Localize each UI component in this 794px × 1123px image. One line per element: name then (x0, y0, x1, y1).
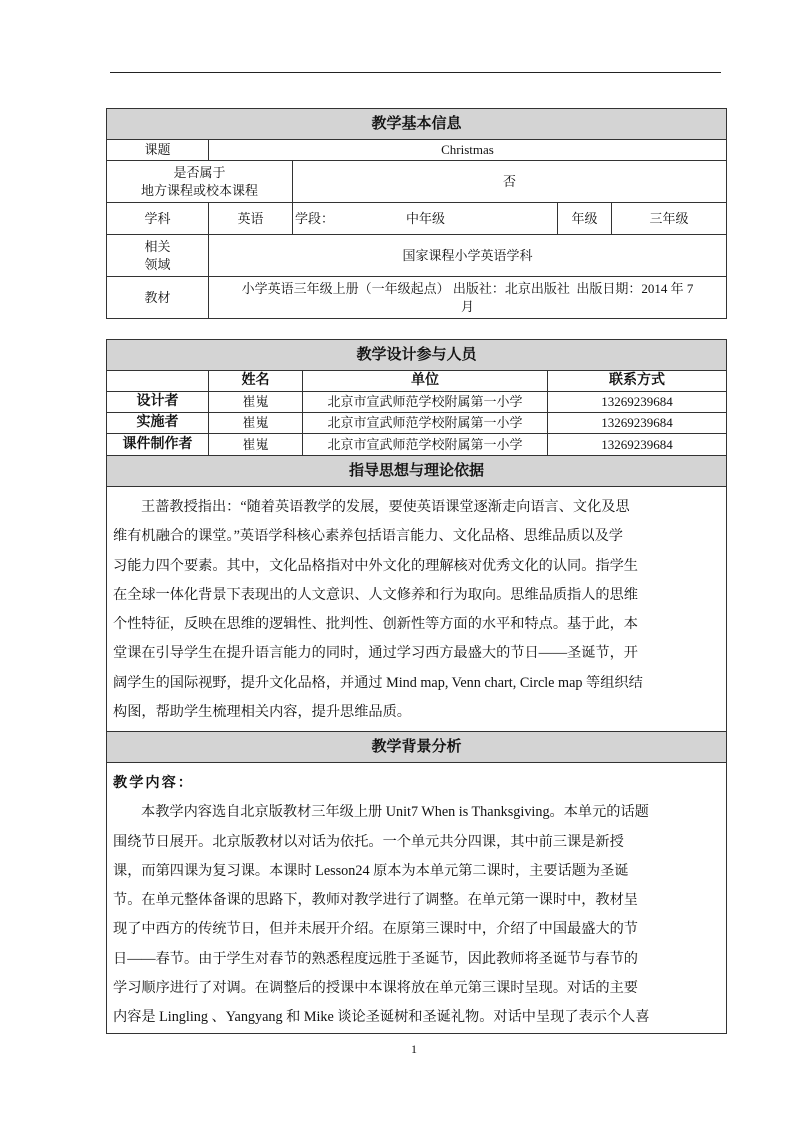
section-title: 指导思想与理论依据 (107, 456, 727, 487)
contact: 13269239684 (548, 413, 727, 434)
field-label (107, 235, 209, 277)
paragraph-line: 学习顺序进行了对调。在调整后的授课中本课将放在单元第三课时呈现。对话的主要 (113, 980, 638, 997)
textbook-label: 教材 (107, 277, 209, 319)
paragraph-line: 堂课在引导学生在提升语言能力的同时，通过学习西方最盛大的节日——圣诞节，开 (113, 645, 638, 662)
label-line: 是否属于 (173, 164, 226, 180)
column-header: 联系方式 (548, 371, 727, 392)
guidance-paragraph (107, 487, 727, 732)
page-number: 1 (411, 1042, 417, 1056)
table-row (107, 434, 727, 456)
paragraph-line: 阔学生的国际视野，提升文化品格，并通过 Mind map, Venn chart, Circle map 等组织结 (113, 674, 643, 691)
label-line: 地方课程或校本课程 (140, 182, 258, 198)
role: 实施者 (107, 413, 209, 434)
section-title: 教学设计参与人员 (107, 340, 727, 371)
stage-cell (293, 203, 558, 235)
paragraph-line: 个性特征，反映在思维的逻辑性、批判性、创新性等方面的水平和特点。基于此，本 (113, 616, 638, 633)
column-header (107, 371, 209, 392)
basic-info-table (106, 108, 727, 319)
paragraph-line: 王蔷教授指出：“随着英语教学的发展，要使英语课堂逐渐走向语言、文化及思 (141, 499, 630, 515)
local-course-label (107, 161, 293, 203)
paragraph-line: 习能力四个要素。其中，文化品格指对中外文化的理解核对优秀文化的认同。指学生 (113, 557, 638, 574)
column-header: 单位 (303, 371, 548, 392)
paragraph-line: 课，而第四课为复习课。本课时 Lesson24 原本为本单元第二课时，主要话题为圣诞 (113, 862, 629, 879)
grade-value: 三年级 (612, 203, 727, 235)
paragraph-line: 本教学内容选自北京版教材三年级上册 Unit7 When is Thanksgiving。本单元的话题 (141, 804, 649, 821)
paragraph-line: 现了中西方的传统节日，但并未展开介绍。在原第三课时中，介绍了中国最盛大的节 (113, 921, 638, 938)
subject-label: 学科 (107, 203, 209, 235)
stage-label: 学段： (295, 210, 335, 226)
label-line: 领域 (144, 256, 171, 272)
paragraph-line: 内容是 Lingling 、Yangyang 和 Mike 谈论圣诞树和圣诞礼物。对话中呈现了表示个人喜 (113, 1009, 650, 1026)
name: 崔嵬 (209, 434, 303, 456)
textbook-value (209, 277, 727, 319)
paragraph-line: 维有机融合的课堂。”英语学科核心素养包括语言能力、文化品格、思维品质以及学 (113, 528, 623, 545)
background-paragraph (107, 763, 727, 1034)
unit: 北京市宣武师范学校附属第一小学 (303, 392, 548, 413)
unit: 北京市宣武师范学校附属第一小学 (303, 413, 548, 434)
table-row (107, 413, 727, 434)
contact: 13269239684 (548, 434, 727, 456)
topic-label: 课题 (107, 140, 209, 161)
section-title: 教学基本信息 (107, 109, 727, 140)
content-subtitle: 教学内容： (113, 775, 194, 791)
role: 设计者 (107, 392, 209, 413)
paragraph-line: 围绕节日展开。北京版教材以对话为依托。一个单元共分四课，其中前三课是新授 (113, 833, 624, 850)
participants-table (106, 339, 727, 1034)
field-value: 国家课程小学英语学科 (209, 235, 727, 277)
unit: 北京市宣武师范学校附属第一小学 (303, 434, 548, 456)
name: 崔嵬 (209, 413, 303, 434)
name: 崔嵬 (209, 392, 303, 413)
paragraph-line: 构图，帮助学生梳理相关内容，提升思维品质。 (113, 704, 411, 721)
topic-value: Christmas (209, 140, 727, 161)
textbook-line: 月 (461, 298, 475, 314)
header-rule (110, 72, 721, 73)
textbook-line: 小学英语三年级上册（一年级起点） 出版社：北京出版社 出版日期：2014 年 7 (241, 280, 694, 296)
local-course-value: 否 (293, 161, 727, 203)
contact: 13269239684 (548, 392, 727, 413)
paragraph-line: 日——春节。由于学生对春节的熟悉程度远胜于圣诞节，因此教师将圣诞节与春节的 (113, 950, 638, 967)
label-line: 相关 (144, 238, 171, 254)
column-header: 姓名 (209, 371, 303, 392)
paragraph-line: 在全球一体化背景下表现出的人文意识、人文修养和行为取向。思维品质指人的思维 (113, 586, 638, 603)
subject-value: 英语 (209, 203, 293, 235)
paragraph-line: 节。在单元整体备课的思路下，教师对教学进行了调整。在单元第一课时中，教材呈 (113, 892, 638, 909)
grade-label: 年级 (558, 203, 612, 235)
role: 课件制作者 (107, 434, 209, 456)
table-row (107, 392, 727, 413)
section-title: 教学背景分析 (107, 732, 727, 763)
stage-value: 中年级 (406, 210, 446, 226)
